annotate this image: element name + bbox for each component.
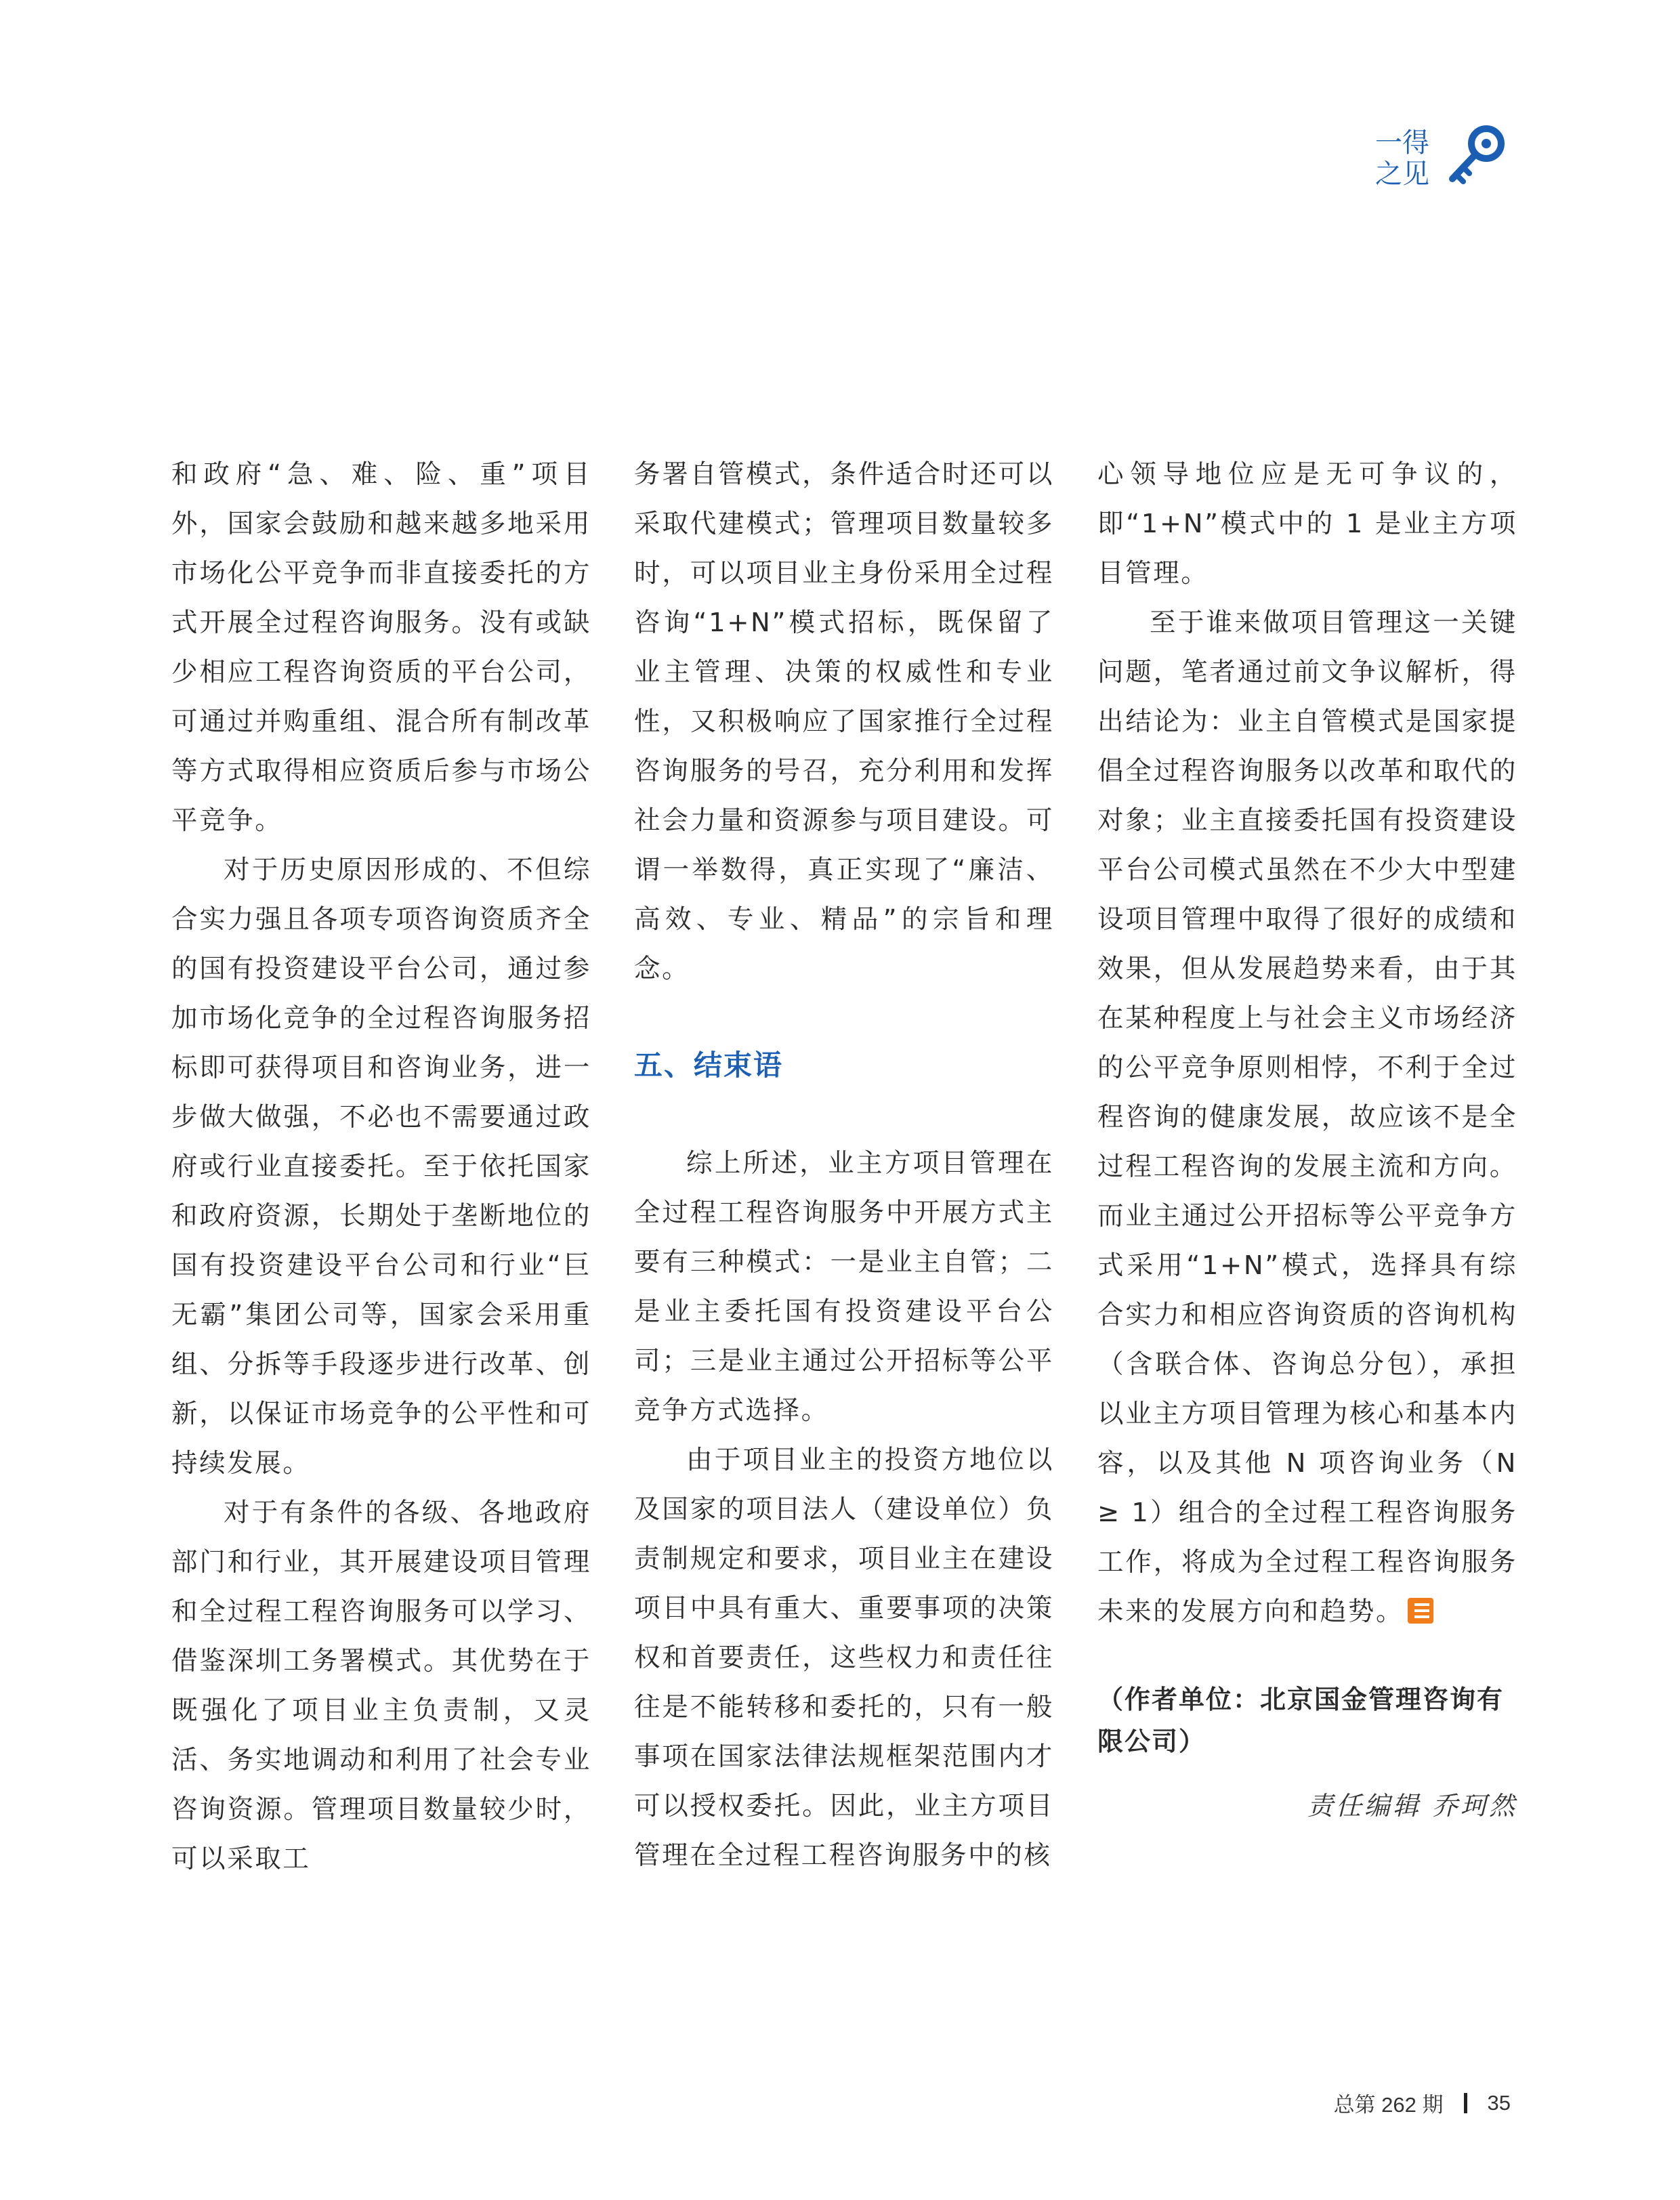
- section-heading: 五、结束语: [634, 1049, 784, 1082]
- badge-label: [1375, 127, 1429, 190]
- end-mark-icon: [1408, 1598, 1433, 1624]
- key-icon: [1442, 122, 1509, 190]
- paragraph: 对于历史原因形成的、不但综合实力强且各项专项咨询资质齐全的国有投资建设平台公司，通过参加市场化竞争的全过程咨询服务招标即可获得项目和咨询业务，进一步做大做强，不必也不需要通过政府或行业直接委托。至于依托国家和政府资源，长期处于垄断地位的国有投资建设平台公司和行业“巨无霸”集团公司等，国家会采用重组、分拆等手段逐步进行改革、创新，以保证市场竞争的公平性和可持续发展。: [171, 855, 591, 1479]
- paragraph: 务署自管模式，条件适合时还可以采取代建模式；管理项目数量较多时，可以项目业主身份采用全过程咨询“1+N”模式招标，既保留了业主管理、决策的权威性和专业性，又积极响应了国家推行全过程咨询服务的号召，充分利用和发挥社会力量和资源参与项目建设。可谓一举数得，真正实现了“廉洁、高效、专业、精品”的宗旨和理念。: [634, 459, 1054, 984]
- paragraph-with-end-mark: [1097, 598, 1517, 1636]
- responsible-editor: 责任编辑 乔珂然: [1307, 1791, 1517, 1821]
- badge-label-line2: 之见: [1375, 158, 1429, 190]
- page-footer: [1334, 2088, 1511, 2118]
- paragraph: 对于有条件的各级、各地政府部门和行业，其开展建设项目管理和全过程工程咨询服务可以学习、借鉴深圳工务署模式。其优势在于既强化了项目业主负责制，又灵活、务实地调动和利用了社会专业咨询资源。管理项目数量较少时，可以采取工: [171, 1498, 591, 1874]
- text-column-3: [1097, 450, 1517, 1826]
- badge-label-line1: 一得: [1375, 127, 1429, 158]
- text-column-2: [634, 450, 1054, 1880]
- paragraph: 和政府“急、难、险、重”项目外，国家会鼓励和越来越多地采用市场化公平竞争而非直接委托的方式开展全过程咨询服务。没有或缺少相应工程咨询资质的平台公司，可通过并购重组、混合所有制改革等方式取得相应资质后参与市场公平竞争。: [171, 459, 591, 836]
- column-badge: [1368, 122, 1517, 196]
- paragraph: 综上所述，业主方项目管理在全过程工程咨询服务中开展方式主要有三种模式：一是业主自管；二是业主委托国有投资建设平台公司；三是业主通过公开招标等公平竞争方式选择。: [634, 1148, 1054, 1426]
- page-number: 35: [1487, 2090, 1511, 2115]
- paragraph-text: 至于谁来做项目管理这一关键问题，笔者通过前文争议解析，得出结论为：业主自管模式是国家提倡全过程咨询服务以改革和取代的对象；业主直接委托国有投资建设平台公司模式虽然在不少大中型建设项目管理中取得了很好的成绩和效果，但从发展趋势来看，由于其在某种程度上与社会主义市场经济的公平竞争原则相悖，不利于全过程咨询的健康发展，故应该不是全过程工程咨询的发展主流和方向。而业主通过公开招标等公平竞争方式采用“1+N”模式，选择具有综合实力和相应咨询资质的咨询机构（含联合体、咨询总分包），承担以业主方项目管理为核心和基本内容，以及其他 N 项咨询业务（N ≥ 1）组合的全过程工程咨询服务工作，将成为全过程工程咨询服务未来的发展方向和趋势。: [1097, 608, 1517, 1627]
- text-column-1: [171, 450, 591, 1884]
- author-affiliation: （作者单位：北京国金管理咨询有限公司）: [1097, 1685, 1505, 1756]
- issue-number: 总第 262 期: [1333, 2093, 1444, 2117]
- footer-divider: [1464, 2093, 1467, 2113]
- paragraph: 由于项目业主的投资方地位以及国家的项目法人（建设单位）负责制规定和要求，项目业主在建设项目中具有重大、重要事项的决策权和首要责任，这些权力和责任往往是不能转移和委托的，只有一般事项在国家法律法规框架范围内才可以授权委托。因此，业主方项目管理在全过程工程咨询服务中的核: [634, 1445, 1054, 1871]
- paragraph: 心领导地位应是无可争议的，即“1+N”模式中的 1 是业主方项目管理。: [1097, 459, 1517, 589]
